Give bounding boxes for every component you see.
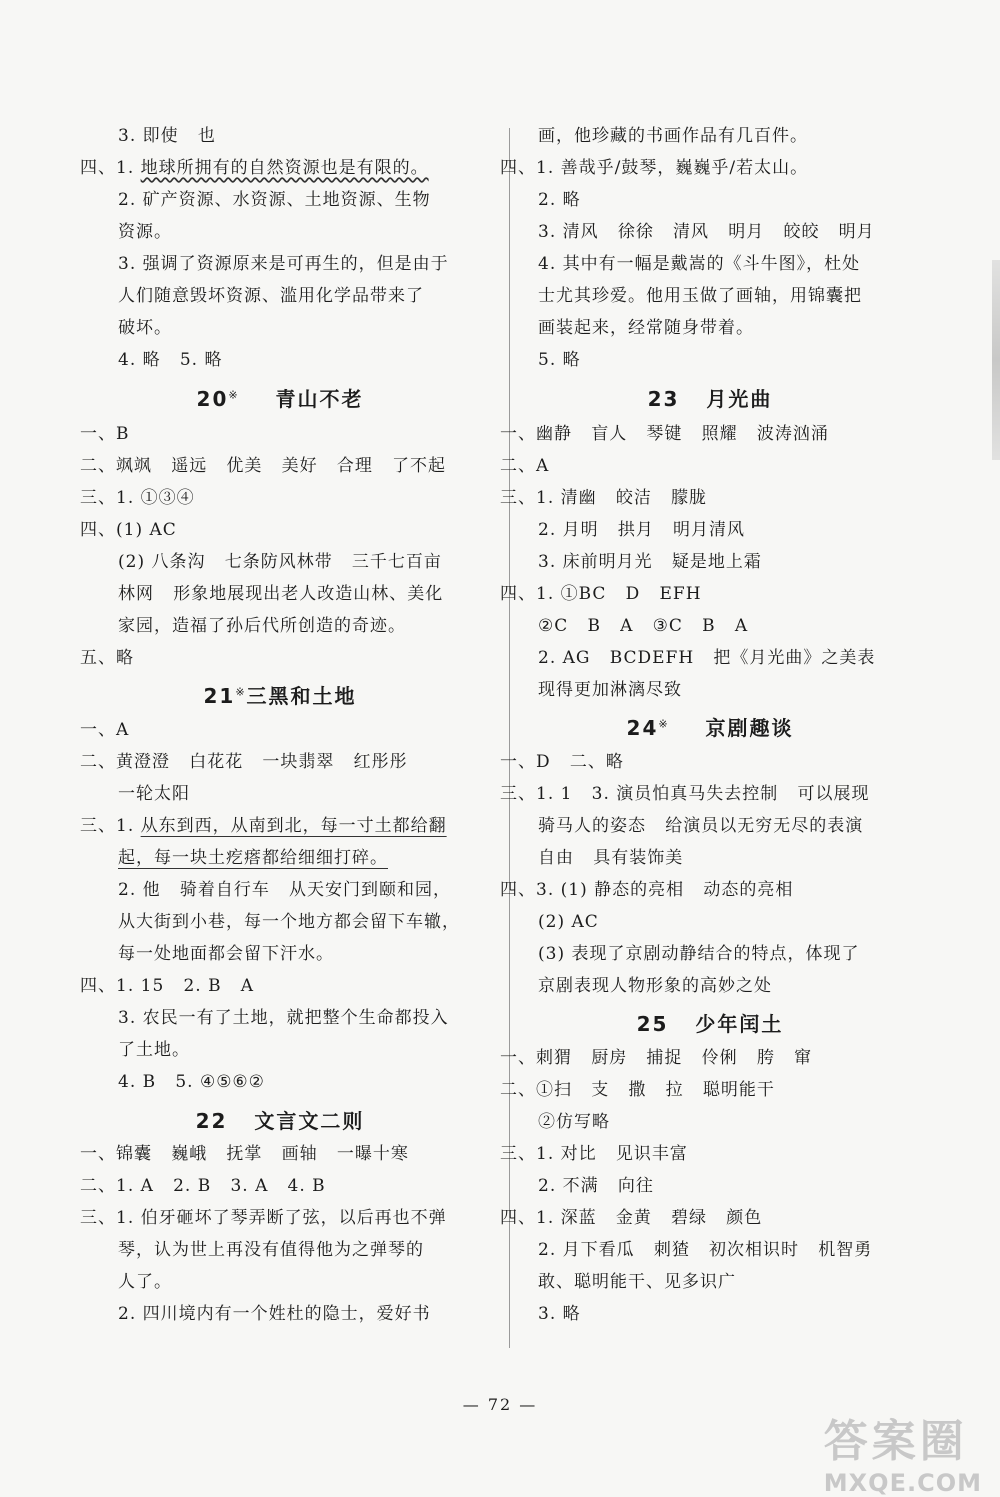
lesson-title (500, 383, 920, 412)
answer-text: 2. 不满 向往 (538, 1176, 654, 1196)
lesson-name: 文言文二则 (227, 1109, 365, 1133)
lesson-number: 25 (636, 1012, 669, 1036)
answer-line (500, 1046, 812, 1070)
answer-text: 二、飒飒 遥远 优美 美好 合理 了不起 (80, 456, 447, 476)
answer-line (538, 942, 859, 966)
answer-text: (3) 表现了京剧动静结合的特点，体现了 (538, 944, 860, 964)
answer-line (500, 1078, 775, 1102)
lesson-name: 月光曲 (679, 387, 773, 411)
answer-line (538, 910, 599, 934)
answer-line (538, 124, 808, 148)
answer-line (538, 252, 860, 276)
answer-text: 二、黄澄澄 白花花 一块翡翠 红彤彤 (80, 752, 408, 772)
answer-text: 3. 床前明月光 疑是地上霜 (538, 552, 762, 572)
answer-line (538, 1174, 654, 1198)
answer-text: 一轮太阳 (118, 784, 190, 804)
answer-text: 4. 其中有一幅是戴嵩的《斗牛图》，杜处 (538, 254, 861, 274)
answer-text: 一、锦囊 巍峨 抚掌 画轴 一曝十寒 (80, 1144, 409, 1164)
answer-line (538, 1238, 872, 1262)
answer-text: 自由 具有装饰美 (538, 848, 684, 868)
answer-text: 2. 矿产资源、水资源、土地资源、生物 (118, 190, 431, 210)
answer-text: 家园，造福了孙后代所创造的奇迹。 (118, 616, 406, 636)
lesson-number: 24 (626, 716, 659, 740)
answer-prefix: 三、1. (80, 816, 141, 836)
lesson-number: 22 (195, 1109, 228, 1133)
lesson-number: 20 (196, 387, 229, 411)
answer-line (538, 974, 772, 998)
answer-text: 3. 农民一有了土地，就把整个生命都投入 (118, 1008, 449, 1028)
answer-text: 4. 略 5. 略 (118, 350, 223, 370)
answer-text: 从大街到小巷，每一个地方都会留下车辙， (118, 912, 460, 932)
answer-line (500, 454, 549, 478)
answer-text: (2) 八条沟 七条防风林带 三千七百亩 (118, 552, 442, 572)
page-edge-shadow (992, 260, 1000, 460)
answer-text: 士尤其珍爱。他用玉做了画轴，用锦囊把 (538, 286, 862, 306)
answer-line (538, 678, 682, 702)
watermark-logo-text: 答案圈 (823, 1416, 968, 1467)
answer-line (500, 1206, 762, 1230)
answer-text: 三、1. ①③④ (80, 488, 195, 508)
watermark-url: MXQE.COM (823, 1469, 982, 1497)
lesson-name: 三黑和土地 (246, 684, 357, 708)
answer-text: 5. 略 (538, 350, 581, 370)
answer-line (538, 1302, 581, 1326)
answer-text: 画装起来，经常随身带着。 (538, 318, 754, 338)
answer-text: 2. 月下看瓜 刺猹 初次相识时 机智勇 (538, 1240, 873, 1260)
answer-text: 人们随意毁坏资源、滥用化学品带来了 (118, 286, 424, 306)
answer-text: 破坏。 (118, 318, 172, 338)
answer-line (538, 316, 754, 340)
lesson-number: 21 (203, 684, 236, 708)
answer-text: 4. B 5. ④⑤⑥② (118, 1072, 265, 1092)
answer-text: 人了。 (118, 1272, 172, 1292)
answer-line (538, 614, 748, 638)
answer-text: 2. AG BCDEFH 把《月光曲》之美表 (538, 648, 876, 668)
answer-text: 五、略 (80, 648, 134, 668)
answer-text: ②仿写略 (538, 1112, 610, 1132)
answer-text: 一、刺猬 厨房 捕捉 伶俐 胯 窜 (500, 1048, 813, 1068)
lesson-name: 青山不老 (239, 387, 364, 411)
lesson-title (500, 1008, 920, 1037)
answer-line (538, 348, 581, 372)
answer-line (538, 846, 683, 870)
answer-text: 三、1. 清幽 皎洁 朦胧 (500, 488, 708, 508)
lesson-optional-mark: ※ (228, 388, 240, 402)
underlined-text: 起，每一块土疙瘩都给细细打碎。 (118, 848, 388, 868)
answer-line (538, 814, 863, 838)
answer-text: 3. 强调了资源原来是可再生的，但是由于 (118, 254, 449, 274)
answer-line (500, 156, 808, 180)
answer-text: 林网 形象地展现出老人改造山林、美化 (118, 584, 444, 604)
answer-text: 三、1. 1 3. 演员怕真马失去控制 可以展现 (500, 784, 870, 804)
answer-text: 三、1. 伯牙砸坏了琴弄断了弦，以后再也不弹 (80, 1208, 447, 1228)
answer-line (500, 878, 793, 902)
answer-text: (2) AC (538, 912, 599, 932)
answer-text: 京剧表现人物形象的高妙之处 (538, 976, 772, 996)
answer-text: 每一处地面都会留下汗水。 (118, 944, 334, 964)
answer-text: 四、1. 15 2. B A (80, 976, 255, 996)
answer-text: 琴，认为世上再没有值得他为之弹琴的 (118, 1240, 424, 1260)
answer-line (500, 422, 829, 446)
answer-line (538, 518, 745, 542)
answer-line (538, 220, 875, 244)
answer-text: 二、①扫 支 撒 拉 聪明能干 (500, 1080, 775, 1100)
answer-line (538, 550, 762, 574)
answer-text: 一、幽静 盲人 琴键 照耀 波涛汹涌 (500, 424, 829, 444)
lesson-optional-mark: ※ (658, 717, 670, 731)
answer-text: 二、A (500, 456, 550, 476)
underlined-text: 从东到西，从南到北，每一寸土都给翻 (140, 816, 447, 836)
answer-line (538, 284, 862, 308)
lesson-optional-mark: ※ (235, 685, 247, 699)
answer-text: 一、A (80, 720, 130, 740)
answer-line (500, 1142, 688, 1166)
answer-line (538, 1270, 736, 1294)
answer-text: 现得更加淋漓尽致 (538, 680, 682, 700)
answer-text: 2. 四川境内有一个姓杜的隐士，爱好书 (118, 1304, 431, 1324)
answer-text: 3. 即使 也 (118, 126, 216, 146)
answer-prefix: 四、1. (80, 158, 141, 178)
answer-text: 画，他珍藏的书画作品有几百件。 (538, 126, 808, 146)
lesson-number: 23 (647, 387, 680, 411)
answer-text: 了土地。 (118, 1040, 190, 1060)
answer-text: ②C B A ③C B A (538, 616, 749, 636)
answer-text: 2. 略 (538, 190, 581, 210)
answer-line (500, 582, 702, 606)
answer-text: 一、D 二、略 (500, 752, 624, 772)
lesson-title (500, 712, 920, 741)
answer-text: 资源。 (118, 222, 172, 242)
answer-text: 3. 略 (538, 1304, 581, 1324)
wavy-underlined-text: 地球所拥有的自然资源也是有限的。 (140, 158, 429, 178)
watermark (824, 1405, 982, 1497)
page-number: — 72 — (462, 1395, 538, 1414)
answer-text: 敢、聪明能干、见多识广 (538, 1272, 736, 1292)
answer-text: 四、3. (1) 静态的亮相 动态的亮相 (500, 880, 794, 900)
answer-text: 2. 月明 拱月 明月清风 (538, 520, 746, 540)
lesson-name: 少年闰土 (668, 1012, 784, 1036)
answer-line (538, 646, 875, 670)
lesson-name: 京剧趣谈 (669, 716, 794, 740)
answer-text: 3. 清风 徐徐 清风 明月 皎皎 明月 (538, 222, 875, 242)
answer-line (500, 782, 870, 806)
answer-line (538, 1110, 610, 1134)
answer-line (500, 750, 624, 774)
answer-line (500, 486, 707, 510)
answer-text: 四、(1) AC (80, 520, 177, 540)
answer-text: 四、1. 善哉乎/鼓琴，巍巍乎/若太山。 (500, 158, 809, 178)
answer-text: 四、1. ①BC D EFH (500, 584, 702, 604)
answer-text: 四、1. 深蓝 金黄 碧绿 颜色 (500, 1208, 763, 1228)
answer-text: 一、B (80, 424, 130, 444)
answer-line (538, 188, 581, 212)
answer-text: 三、1. 对比 见识丰富 (500, 1144, 688, 1164)
answer-text: 2. 他 骑着自行车 从天安门到颐和园， (118, 880, 452, 900)
answer-text: 骑马人的姿态 给演员以无穷无尽的表演 (538, 816, 864, 836)
answer-text: 二、1. A 2. B 3. A 4. B (80, 1176, 326, 1196)
